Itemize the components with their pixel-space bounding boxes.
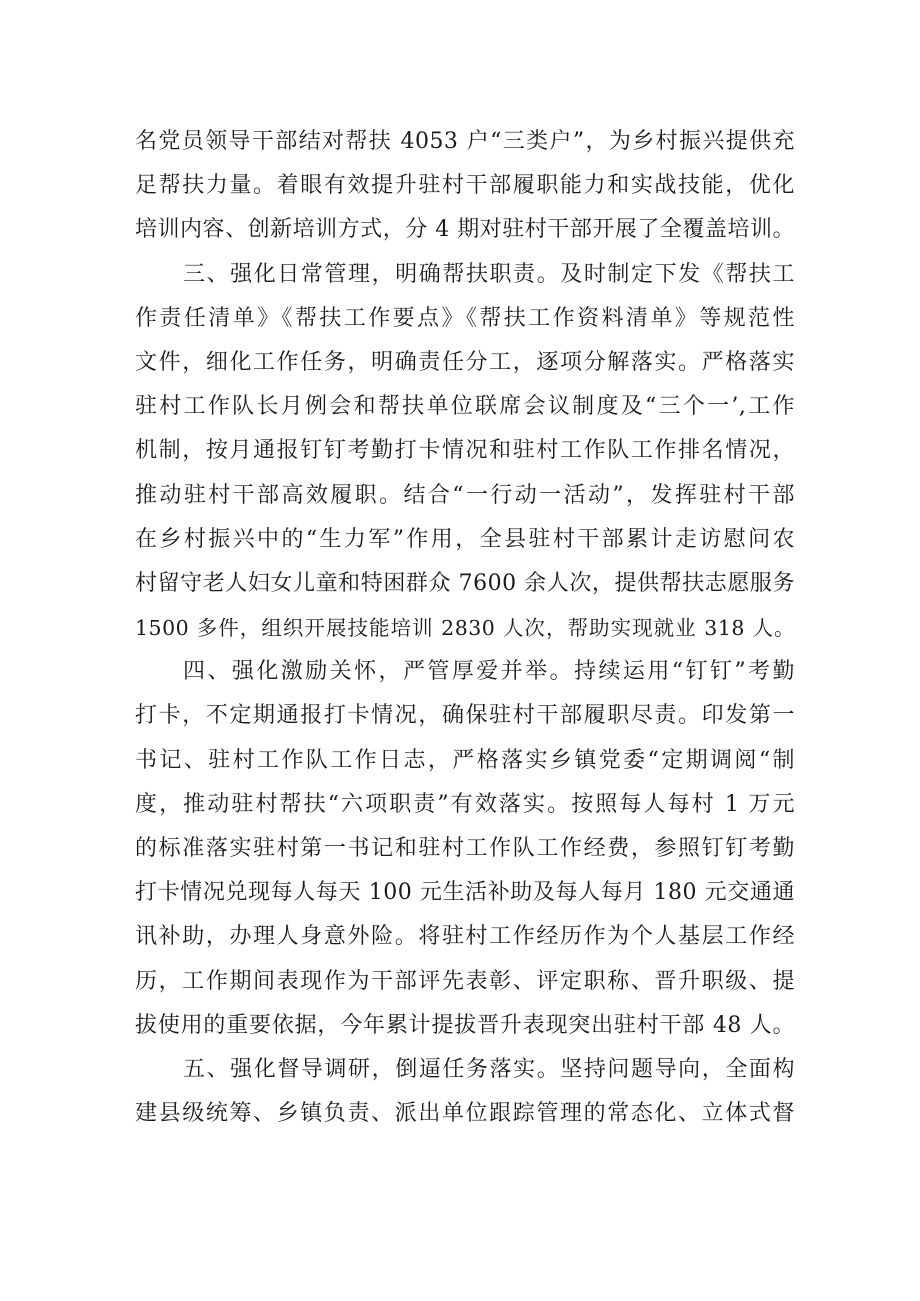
text-line: 历，工作期间表现作为干部评先表彰、评定职称、晋升职级、提 bbox=[135, 968, 795, 994]
text-line: 建县级统筹、乡镇负责、派出单位跟踪管理的常态化、立体式督 bbox=[135, 1101, 795, 1127]
text-line: 讯补助，办理人身意外险。将驻村工作经历作为个人基层工作经 bbox=[135, 924, 795, 950]
document-body bbox=[135, 120, 795, 1136]
text-line: 的标准落实驻村第一书记和驻村工作队工作经费，参照钉钉考勤 bbox=[135, 836, 795, 861]
text-line: 机制，按月通报钉钉考勤打卡情况和驻村工作队工作排名情况， bbox=[135, 438, 795, 464]
text-line: 作责任清单》《帮扶工作要点》《帮扶工作资料清单》等规范性 bbox=[135, 305, 795, 331]
text-line: 推动驻村干部高效履职。结合“一行动一活动”，发挥驻村干部 bbox=[135, 482, 795, 508]
text-line: 度，推动驻村帮扶“六项职责”有效落实。按照每人每村 1 万元 bbox=[135, 791, 795, 817]
text-line: 打卡，不定期通报打卡情况，确保驻村干部履职尽责。印发第一 bbox=[135, 703, 795, 729]
paragraph-heading-line: 三、强化日常管理，明确帮扶职责。及时制定下发《帮扶工 bbox=[183, 261, 795, 287]
text-line: 名党员领导干部结对帮扶 4053 户“三类户”，为乡村振兴提供充 bbox=[135, 129, 795, 154]
text-line: 培训内容、创新培训方式，分 4 期对驻村干部开展了全覆盖培训。 bbox=[135, 217, 795, 243]
text-line: 打卡情况兑现每人每天 100 元生活补助及每人每月 180 元交通通 bbox=[135, 880, 795, 906]
text-line: 村留守老人妇女儿童和特困群众 7600 余人次，提供帮扶志愿服务 bbox=[135, 570, 795, 596]
text-line: 驻村工作队长月例会和帮扶单位联席会议制度及“三个一’,工作 bbox=[135, 394, 795, 420]
text-line: 书记、驻村工作队工作日志，严格落实乡镇党委“定期调阅“制 bbox=[135, 747, 795, 773]
text-line: 拔使用的重要依据，今年累计提拔晋升表现突出驻村干部 48 人。 bbox=[135, 1012, 795, 1038]
text-line: 文件，细化工作任务，明确责任分工，逐项分解落实。严格落实 bbox=[135, 349, 795, 375]
paragraph-heading-line: 四、强化激励关怀，严管厚爱并举。持续运用“钉钉”考勤 bbox=[183, 659, 795, 685]
paragraph-heading-line: 五、强化督导调研，倒逼任务落实。坚持问题导向，全面构 bbox=[183, 1056, 795, 1082]
text-line: 在乡村振兴中的“生力军”作用，全县驻村干部累计走访慰问农 bbox=[135, 526, 795, 552]
text-line: 足帮扶力量。着眼有效提升驻村干部履职能力和实战技能，优化 bbox=[135, 173, 795, 199]
text-line: 1500 多件，组织开展技能培训 2830 人次，帮助实现就业 318 人。 bbox=[135, 616, 795, 641]
